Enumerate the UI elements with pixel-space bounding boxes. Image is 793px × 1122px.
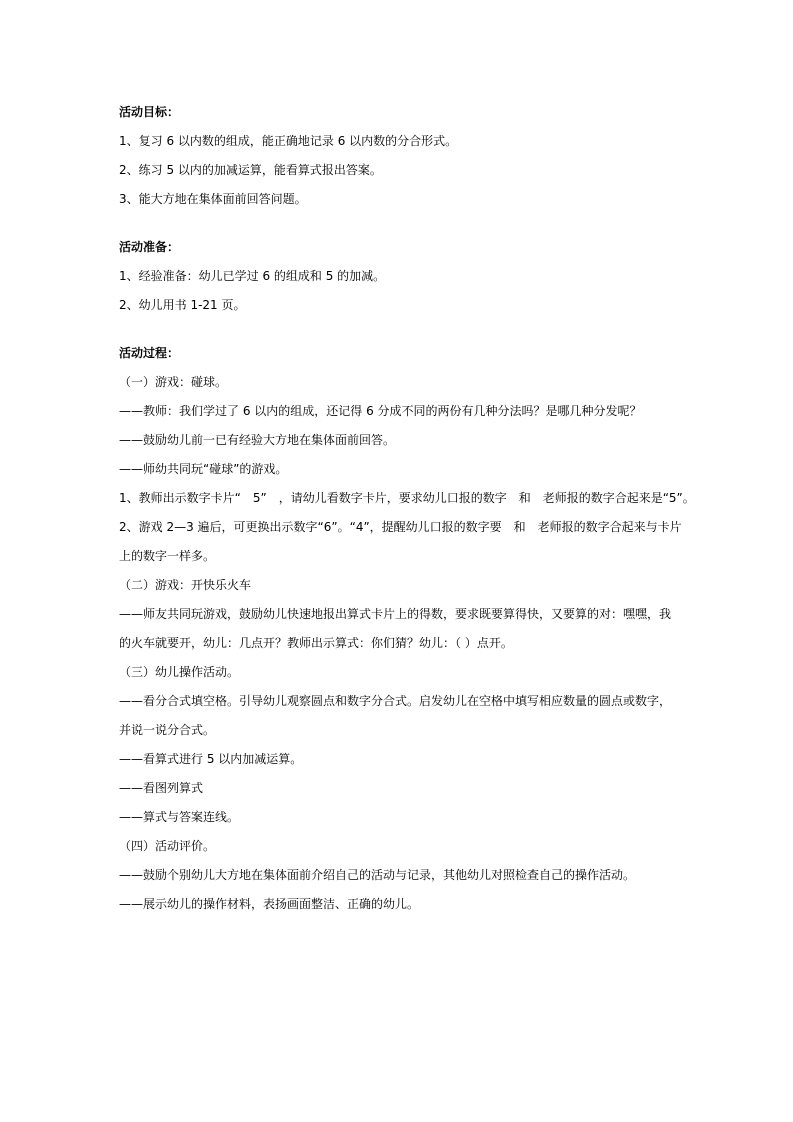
- process-line: 上的数字一样多。: [119, 549, 216, 563]
- section-heading-goals: 活动目标：: [119, 105, 180, 119]
- process-line: （四）活动评价。: [119, 839, 216, 853]
- goal-line-2: 2、练习 5 以内的加减运算，能看算式报出答案。: [119, 163, 382, 177]
- process-line: ——鼓励个别幼儿大方地在集体面前介绍自己的活动与记录，其他幼儿对照检查自己的操作活动。: [119, 868, 636, 882]
- process-line: （三）幼儿操作活动。: [119, 665, 240, 679]
- process-line: （二）游戏：开快乐火车: [119, 578, 252, 592]
- process-line: 1、教师出示数字卡片“ 5” ，请幼儿看数字卡片，要求幼儿口报的数字 和 老师报的数字合起来是“5”。: [119, 491, 695, 505]
- process-line: ——展示幼儿的操作材料，表扬画面整洁、正确的幼儿。: [119, 897, 420, 911]
- process-line: （一）游戏：碰球。: [119, 375, 228, 389]
- preparation-line-1: 1、经验准备：幼儿已学过 6 的组成和 5 的加减。: [119, 269, 386, 283]
- process-line: 的火车就要开，幼儿：几点开？教师出示算式：你们猜？幼儿：（ ）点开。: [119, 636, 513, 650]
- goal-line-3: 3、能大方地在集体面前回答问题。: [119, 192, 307, 206]
- section-heading-preparation: 活动准备：: [119, 240, 180, 254]
- process-line: ——鼓励幼儿前一已有经验大方地在集体面前回答。: [119, 433, 396, 447]
- preparation-line-2: 2、幼儿用书 1-21 页。: [119, 298, 246, 312]
- process-line: ——看分合式填空格。引导幼儿观察圆点和数字分合式。启发幼儿在空格中填写相应数量的圆点或数字，: [119, 694, 672, 708]
- process-line: 并说一说分合式。: [119, 723, 216, 737]
- process-line: ——教师：我们学过了 6 以内的组成，还记得 6 分成不同的两份有几种分法吗？是哪几种分发呢？: [119, 404, 642, 418]
- section-heading-process: 活动过程：: [119, 346, 180, 360]
- process-line: ——算式与答案连线。: [119, 810, 240, 824]
- process-line: ——师幼共同玩“碰球”的游戏。: [119, 462, 288, 476]
- process-line: ——看图列算式: [119, 781, 204, 795]
- process-line: ——师友共同玩游戏，鼓励幼儿快速地报出算式卡片上的得数，要求既要算得快，又要算的对：嘿嘿，我: [119, 607, 672, 621]
- goal-line-1: 1、复习 6 以内数的组成，能正确地记录 6 以内数的分合形式。: [119, 134, 458, 148]
- process-line: 2、游戏 2—3 遍后，可更换出示数字“6”。“4”，提醒幼儿口报的数字要 和 老师报的数字合起来与卡片: [119, 520, 682, 534]
- process-line: ——看算式进行 5 以内加减运算。: [119, 752, 303, 766]
